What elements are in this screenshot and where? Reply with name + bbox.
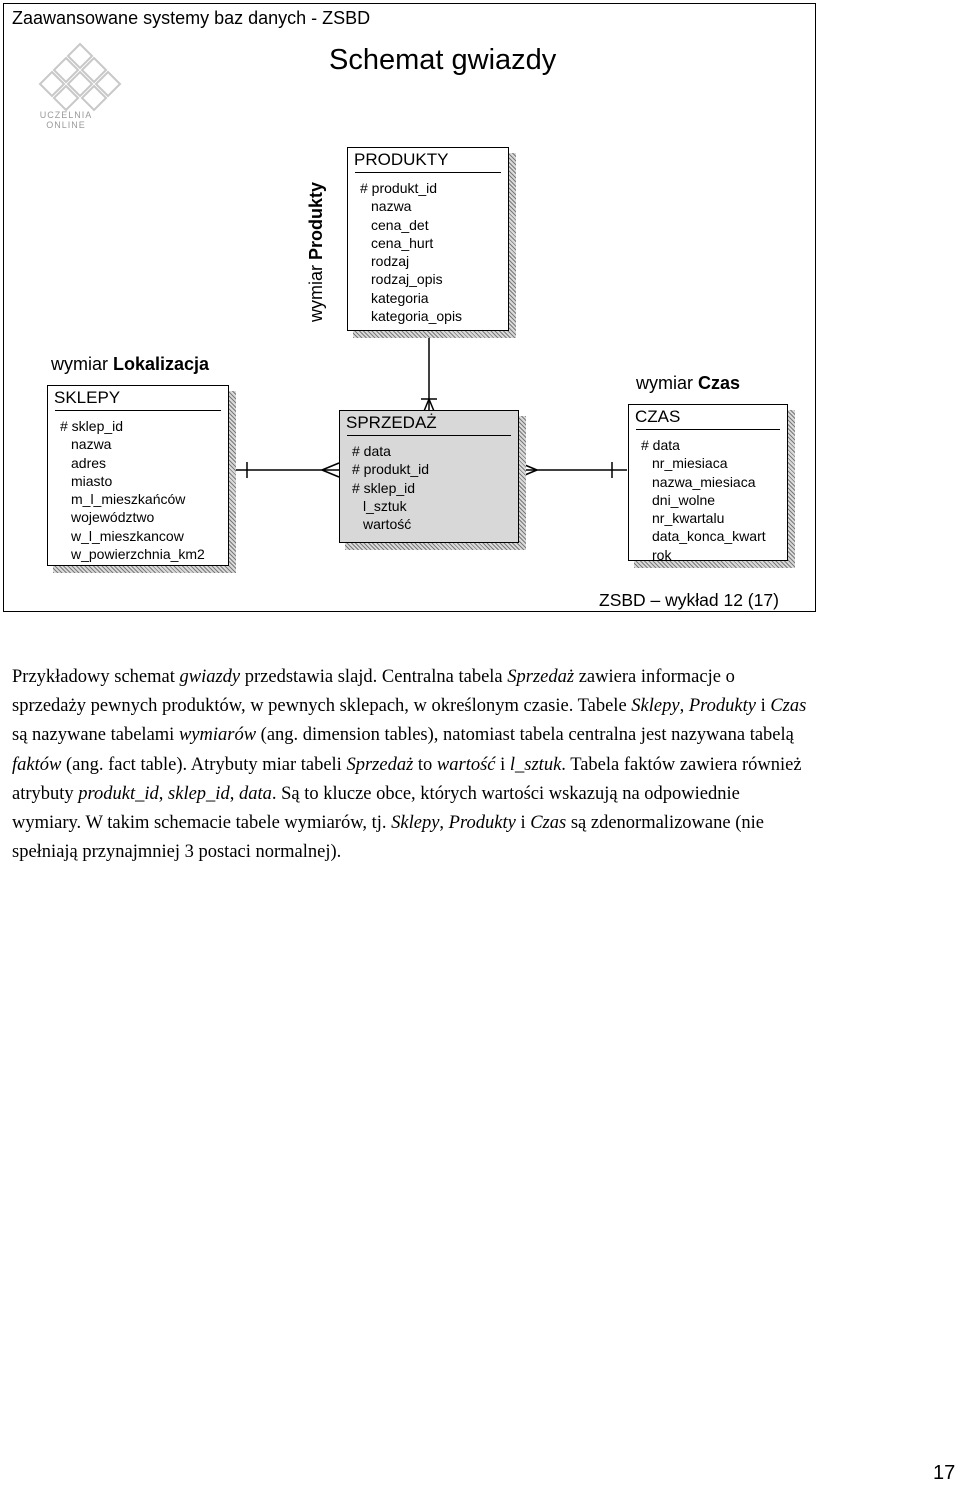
table-attribute: w_l_mieszkancow xyxy=(71,527,184,544)
slide-title: Schemat gwiazdy xyxy=(329,44,557,76)
table-attribute: nr_miesiaca xyxy=(652,455,728,472)
table-czas xyxy=(628,404,788,561)
table-attribute: m_l_mieszkańców xyxy=(71,491,186,508)
table-name: SKLEPY xyxy=(54,388,121,407)
table-attribute: kategoria xyxy=(371,289,429,306)
table-key: # produkt_id xyxy=(360,180,438,196)
table-attribute: nazwa xyxy=(71,436,112,453)
table-sprzedaz xyxy=(339,410,519,543)
table-sklepy xyxy=(47,385,229,566)
table-name: SPRZEDAŻ xyxy=(346,413,437,432)
table-attribute: l_sztuk xyxy=(363,497,407,514)
dimension-label-lokalizacja: wymiar Lokalizacja xyxy=(51,354,210,374)
table-attribute: data_konca_kwart xyxy=(652,528,766,545)
table-attribute: nazwa xyxy=(371,198,412,215)
table-attribute: cena_det xyxy=(371,216,429,233)
table-key: # produkt_id xyxy=(352,461,430,478)
table-attribute: adres xyxy=(71,454,107,471)
table-attribute: nazwa_miesiaca xyxy=(652,473,756,490)
table-key: # sklep_id xyxy=(60,418,124,434)
table-attribute: dni_wolne xyxy=(652,491,716,508)
table-key: # data xyxy=(641,437,680,453)
logo-text: UCZELNIA ONLINE xyxy=(39,110,93,130)
slide-footer: ZSBD – wykład 12 (17) xyxy=(599,590,779,610)
table-attribute: rok xyxy=(652,546,672,563)
table-attribute: nr_kwartalu xyxy=(652,510,725,527)
table-attribute: cena_hurt xyxy=(371,234,434,251)
table-attribute: województwo xyxy=(71,509,155,526)
slide-header: Zaawansowane systemy baz danych - ZSBD xyxy=(12,8,371,28)
table-attribute: wartość xyxy=(363,516,412,533)
dimension-label-czas: wymiar Czas xyxy=(636,373,741,393)
description-text: Przykładowy schemat gwiazdy przedstawia slajd. Centralna tabela Sprzedaż zawiera informacje o sprzedaży pewnych produktów, w pewnych sklepach, w określonym czasie. Tabele Sklepy, Produkty i Czas są nazywane tabelami wymiarów (ang. dimension tables), natomiast tabela centralna jest nazywana tabelą faktów (ang. fact table). Atrybuty miar tabeli Sprzedaż to wartość i l_sztuk. Tabela faktów zawiera również atrybuty produkt_id, sklep_id, data. Są to klucze obce, których wartości wskazują na odpowiednie wymiary. W takim schemacie tabele wymiarów, tj. Sklepy, Produkty i Czas są zdenormalizowane (nie spełniają przynajmniej 3 postaci normalnej). xyxy=(12,667,807,863)
table-attribute: kategoria_opis xyxy=(371,308,463,325)
table-name: PRODUKTY xyxy=(354,150,449,169)
table-attribute: miasto xyxy=(71,472,113,489)
dimension-label-produkty: wymiar Produkty xyxy=(306,181,326,322)
table-attribute: w_powierzchnia_km2 xyxy=(71,546,205,563)
slide xyxy=(3,3,816,612)
table-name: CZAS xyxy=(635,407,681,426)
table-produkty xyxy=(347,147,509,331)
table-key: # data xyxy=(352,443,391,459)
table-attribute: rodzaj xyxy=(371,253,410,270)
table-key: # sklep_id xyxy=(352,479,416,496)
page-number: 17 xyxy=(933,1462,956,1484)
table-attribute: rodzaj_opis xyxy=(371,271,443,288)
